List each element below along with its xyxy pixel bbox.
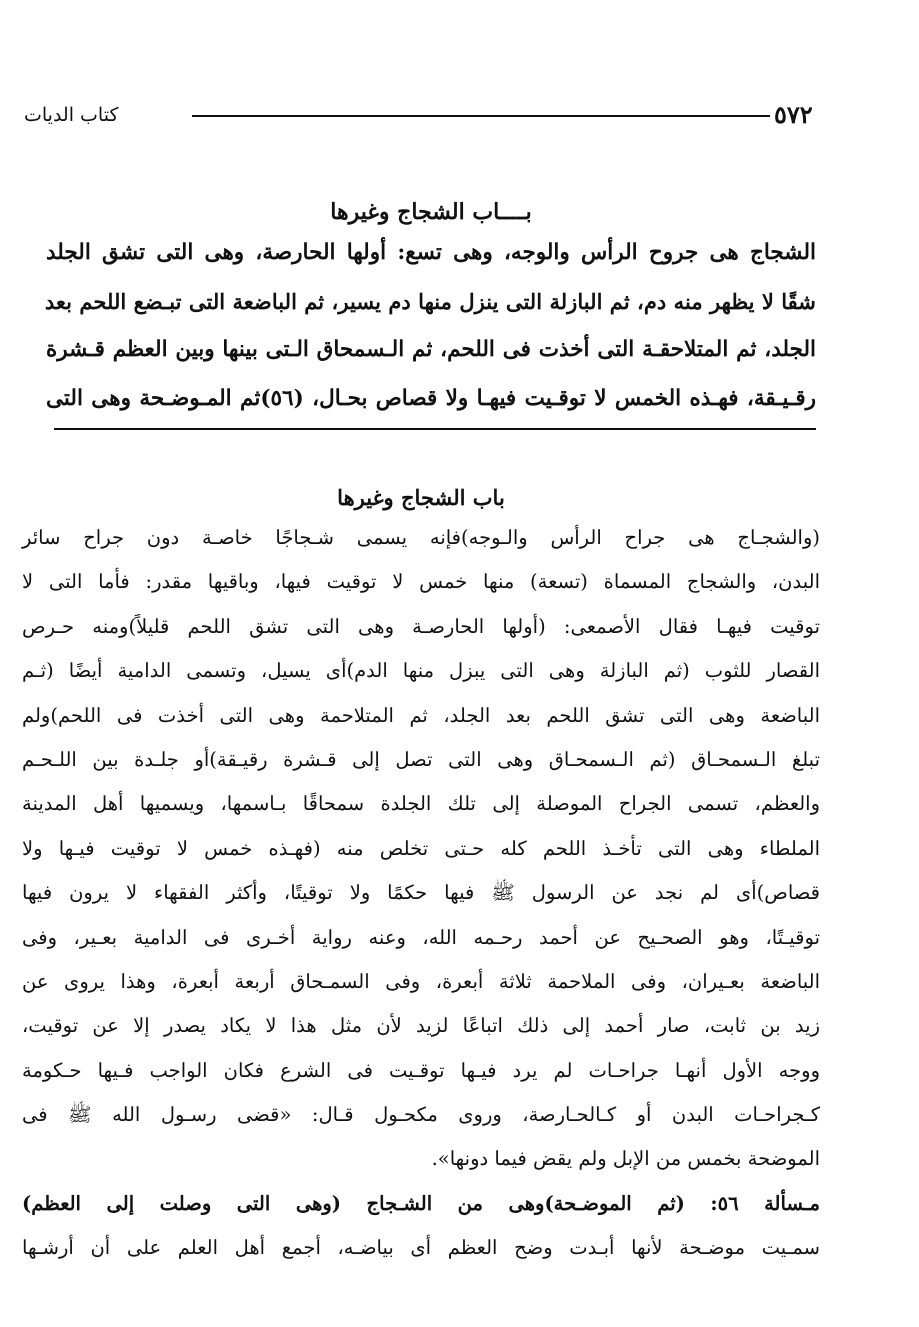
sharh-line: سمـيت موضـحة لأنها أبـدت وضح العظم أى بياضـه، أجمع أهل العلم على أن أرشـها [22, 1236, 820, 1260]
sharh-line: قصاص)أى لم نجد عن الرسول ﷺ فيها حكمًا ولا توقيتًا، وأكثر الفقهاء لا يرون فيها [22, 881, 820, 905]
matn-line: الشجاج هى جروح الرأس والوجه، وهى تسع: أولها الحارصة، وهى التى تشق الجلد [46, 240, 816, 265]
sharh-line: تبلغ الـسمحـاق (ثم الـسمحـاق وهى التى تصل إلى قـشرة رقيـقة)أو جلـدة بين اللـحـم [22, 747, 820, 771]
matn-line: الجلد، ثم المتلاحقـة التى أخذت فى اللحم، ثم الـسمحاق الـتى بينها وبين العظم قـشرة [46, 337, 816, 362]
sharh-line: والعظم، تسمى الجراح الموصلة إلى تلك الجلدة سمحاقًا بـاسمها، ويسميها أهل المدينة [22, 792, 820, 816]
matn-line: رقـيـقة، فهـذه الخمس لا توقـيت فيهـا ولا قصاص بحـال، (٥٦)ثم المـوضـحة وهى التى [46, 385, 816, 411]
masala-line: مـسألة ٥٦: (ثم الموضـحة)وهى من الشـجاج (وهى التى وصلت إلى العظم) [22, 1191, 820, 1215]
sharh-line: الباضعة وهى التى تشق اللحم بعد الجلد، ثم المتلاحمة وهى التى أخذت فى اللحم)ولم [22, 703, 820, 727]
sharh-line: توقيـتًا، وهو الصحـيح عن أحمد رحـمه الله، وعنه رواية أخـرى فى الدامية بعـير، وفى [22, 925, 820, 949]
sharh-section [22, 480, 820, 1271]
page-number: ٥٧٢ [774, 100, 813, 129]
sharh-line: القصار للثوب (ثم البازلة وهى التى يبزل منها الدم)أى يسيل، وتسمى الدامية أيضًا (ثـم [22, 659, 820, 683]
sharh-line: توقيت فيهـا فقال الأصمعى: (أولها الحارصـة وهى التى تشق اللحم قليلاً)ومنه حـرص [22, 614, 820, 638]
sharh-line: (والشجـاج هى جراح الرأس والـوجه)فإنه يسمى شـجاجًا خاصـة دون جراح سائر [22, 526, 820, 549]
matn-line: شقًا لا يظهر منه دم، ثم البازلة التى ينزل منها دم يسير، ثم الباضعة التى تبـضع اللحم بعد [44, 288, 816, 314]
book-title: كتاب الديات [24, 104, 119, 126]
sharh-line: البدن، والشجاج المسماة (تسعة) منها خمس لا توقيت فيها، وباقيها مقدر: فأما التى لا [22, 570, 820, 594]
matn-heading: بــــاب الشجاج وغيرها [330, 199, 532, 225]
sharh-line: الملطاء وهى التى تأخـذ اللحم كله حـتى تخلص منه (فهـذه خمس لا توقيت فيـها ولا [22, 836, 820, 860]
page-header [24, 98, 824, 132]
sharh-line: الموضحة بخمس من الإبل ولم يقض فيما دونها». [431, 1147, 820, 1171]
sharh-line: الباضعة بعـيران، وفى الملاحمة ثلاثة أبعرة، وفى السمـحاق أربعة أبعرة، وهذا يروى عن [22, 969, 820, 993]
sharh-line: كـجراحـات البدن أو كـالحـارصة، وروى مكحـول قـال: «قضى رسـول الله ﷺ فى [22, 1103, 820, 1127]
sharh-heading: باب الشجاج وغيرها [337, 485, 505, 510]
matn-section [46, 195, 816, 423]
header-rule [192, 115, 770, 117]
section-divider [54, 428, 816, 430]
sharh-line: زيد بن ثابت، صار أحمد إلى ذلك اتباعًا لزيد لأن مثل هذا لا يكاد يصدر إلا عن توقيت، [22, 1014, 820, 1038]
sharh-line: ووجه الأول أنهـا جراحـات لم يرد فيـها توقـيت فى الشرع فكان الواجب فـيها حـكومة [22, 1058, 820, 1082]
